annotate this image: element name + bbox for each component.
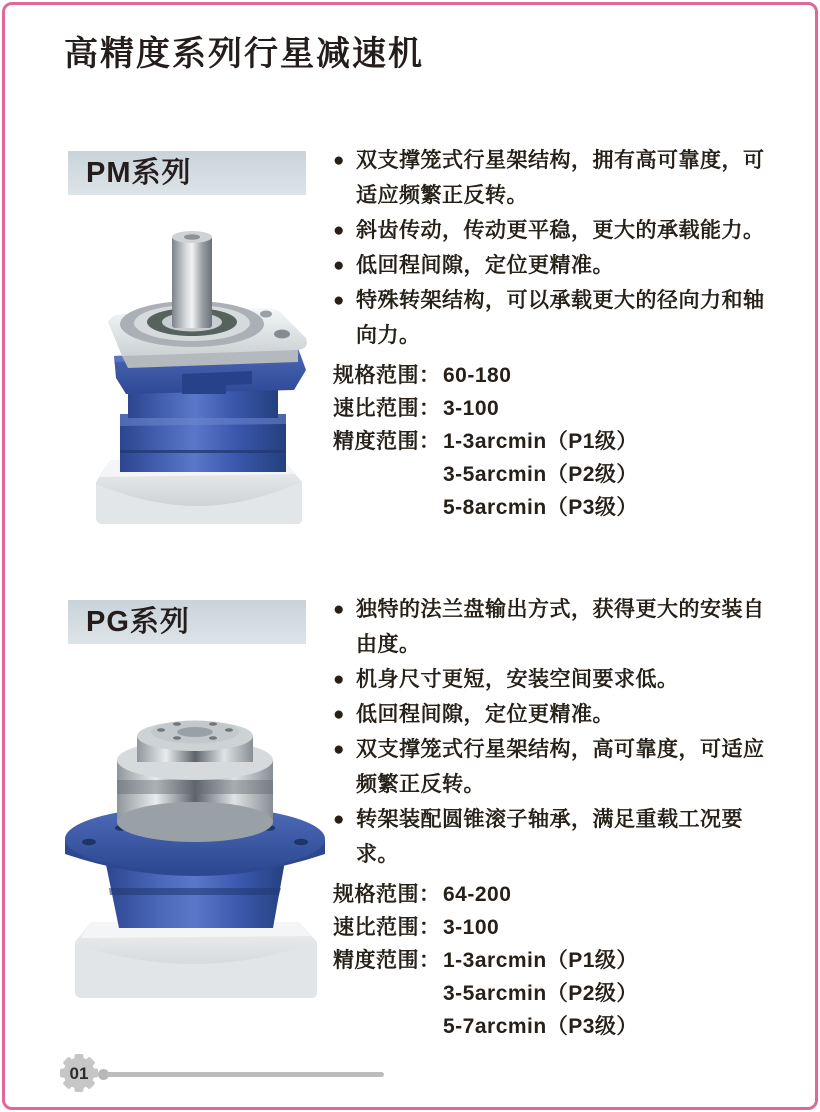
- spec-label: 精度范围：: [333, 430, 441, 453]
- spec-label: 精度范围：: [333, 949, 441, 972]
- spec-row: [333, 491, 803, 524]
- pg-bullet-4: [333, 732, 803, 802]
- bullet-dot-icon: ●: [333, 290, 345, 311]
- pg-series-header: PG系列: [68, 600, 306, 644]
- spec-row: [333, 392, 803, 425]
- bullet-dot-icon: ●: [333, 704, 345, 725]
- spec-row: [333, 359, 803, 392]
- pg-base: [75, 922, 317, 998]
- pg-output-flange: [117, 721, 273, 843]
- bullet-line: 特殊转架结构，可以承载更大的径向力和轴: [356, 289, 765, 312]
- spec-value: 3-5arcmin（P2级）: [443, 982, 638, 1005]
- page-footer: [58, 1052, 398, 1100]
- spec-row: [333, 878, 803, 911]
- bullet-line: 机身尺寸更短，安装空间要求低。: [356, 668, 679, 691]
- pg-product-photo: [55, 692, 335, 1022]
- spec-value: 1-3arcmin（P1级）: [443, 430, 638, 453]
- bullet-line: 低回程间隙，定位更精准。: [356, 703, 614, 726]
- spec-row: [333, 1010, 803, 1043]
- pm-bullet-4: [333, 283, 803, 353]
- bullet-line: 转架装配圆锥滚子轴承，满足重载工况要: [356, 808, 743, 831]
- pg-specs: [333, 878, 803, 1043]
- pm-bullet-1: [333, 143, 803, 213]
- spec-value: 3-100: [443, 916, 500, 939]
- bullet-dot-icon: ●: [333, 669, 345, 690]
- bullet-line: 低回程间隙，定位更精准。: [356, 254, 614, 277]
- spec-row: [333, 944, 803, 977]
- spec-row: [333, 425, 803, 458]
- pg-bullet-2: [333, 662, 803, 697]
- spec-label: [333, 491, 443, 524]
- bullet-dot-icon: ●: [333, 150, 345, 171]
- pm-series-header: PM系列: [68, 151, 306, 195]
- spec-value: 1-3arcmin（P1级）: [443, 949, 638, 972]
- pg-bullet-3: [333, 697, 803, 732]
- bullet-line: 适应频繁正反转。: [356, 184, 528, 207]
- pg-feature-text: [333, 592, 803, 1043]
- bullet-line: 斜齿传动，传动更平稳，更大的承载能力。: [356, 219, 765, 242]
- spec-value: 64-200: [443, 883, 512, 906]
- spec-label: [333, 458, 443, 491]
- spec-row: [333, 911, 803, 944]
- pm-specs: [333, 359, 803, 524]
- bullet-line: 双支撑笼式行星架结构，拥有高可靠度，可: [356, 149, 765, 172]
- pm-feature-text: [333, 143, 803, 524]
- spec-label: 规格范围：: [333, 883, 441, 906]
- bullet-line: 由度。: [356, 633, 421, 656]
- spec-row: [333, 458, 803, 491]
- spec-value: 5-7arcmin（P3级）: [443, 1015, 638, 1038]
- bullet-dot-icon: ●: [333, 739, 345, 760]
- spec-label: [333, 1010, 443, 1043]
- bullet-dot-icon: ●: [333, 599, 345, 620]
- page-title: 高精度系列行星减速机: [64, 35, 424, 73]
- spec-row: [333, 977, 803, 1010]
- pm-bullet-2: [333, 213, 803, 248]
- spec-value: 3-100: [443, 397, 500, 420]
- bullet-line: 频繁正反转。: [356, 773, 485, 796]
- bullet-dot-icon: ●: [333, 809, 345, 830]
- pg-bullet-5: [333, 802, 803, 872]
- spec-value: 5-8arcmin（P3级）: [443, 496, 638, 519]
- pm-product-photo: [70, 222, 320, 532]
- bullet-dot-icon: ●: [333, 220, 345, 241]
- bullet-line: 独特的法兰盘输出方式，获得更大的安装自: [356, 598, 765, 621]
- bullet-line: 双支撑笼式行星架结构，高可靠度，可适应: [356, 738, 765, 761]
- pm-bullet-3: [333, 248, 803, 283]
- footer-rule-line: [106, 1072, 384, 1077]
- bullet-line: 求。: [356, 843, 399, 866]
- bullet-dot-icon: ●: [333, 255, 345, 276]
- spec-label: 规格范围：: [333, 364, 441, 387]
- spec-value: 3-5arcmin（P2级）: [443, 463, 638, 486]
- spec-value: 60-180: [443, 364, 512, 387]
- spec-label: 速比范围：: [333, 916, 441, 939]
- bullet-line: 向力。: [356, 324, 421, 347]
- spec-label: [333, 977, 443, 1010]
- pg-bullet-1: [333, 592, 803, 662]
- gear-page-number-icon: [58, 1052, 100, 1094]
- pm-output-shaft: [172, 231, 212, 328]
- spec-label: 速比范围：: [333, 397, 441, 420]
- page-number: 01: [69, 1064, 89, 1083]
